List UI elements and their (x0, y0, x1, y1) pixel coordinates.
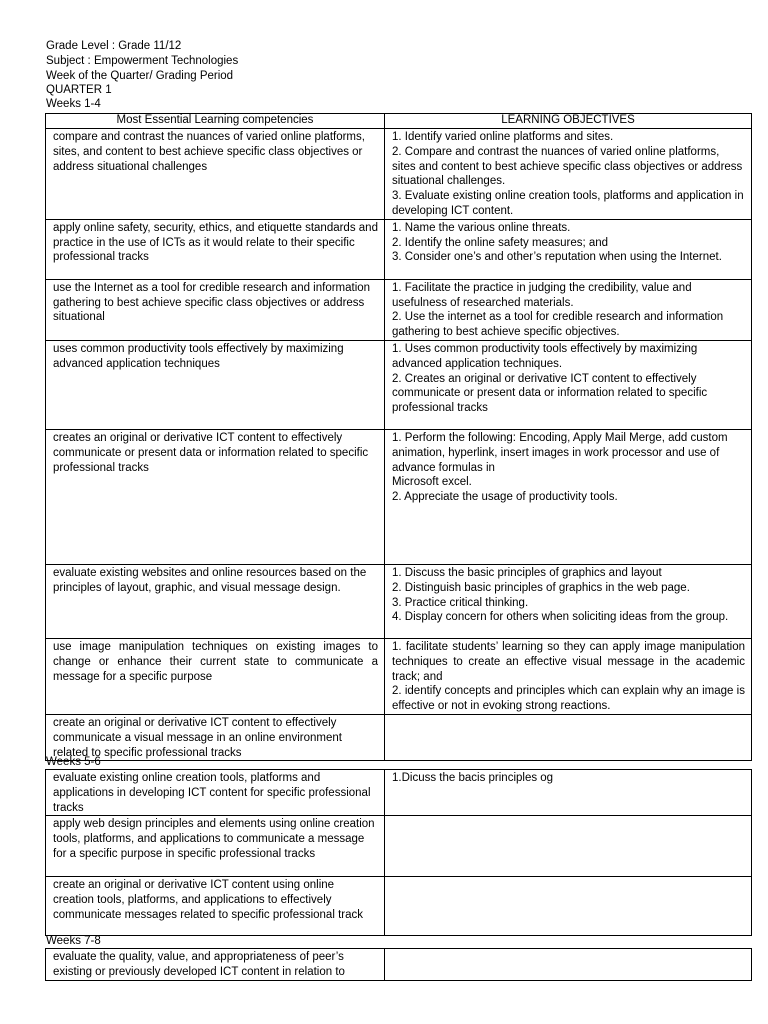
objectives-cell (385, 219, 752, 279)
objective-item: 1. facilitate students’ learning so they can apply image manipulation techniques to create an effective visual message in the academic track; and (392, 640, 745, 683)
quarter: QUARTER 1 (46, 84, 112, 97)
objective-item: 2. Appreciate the usage of productivity tools. (392, 491, 618, 504)
table-row (46, 279, 752, 340)
competency-cell: uses common productivity tools effectively by maximizing advanced application techniques (46, 340, 385, 429)
objective-item: 1. Name the various online threats. (392, 221, 571, 234)
objective-item: 2. Identify the online safety measures; and (392, 236, 609, 249)
objective-item: 2. Creates an original or derivative ICT content to effectively communicate or present data or information related to specific professional tracks (392, 372, 708, 415)
objective-item: Microsoft excel. (392, 476, 472, 489)
subject: Subject : Empowerment Technologies (46, 54, 239, 67)
objective-item: 3. Evaluate existing online creation tools, platforms and application in developing ICT content. (392, 190, 744, 217)
week-period: Week of the Quarter/ Grading Period (46, 69, 234, 82)
objectives-cell-empty (385, 877, 752, 936)
table-row (46, 877, 752, 936)
competency-cell: apply online safety, security, ethics, and etiquette standards and practice in the use of ICTs as it would relate to their specific professional tracks (46, 219, 385, 279)
table-row (46, 129, 752, 220)
competency-cell: creates an original or derivative ICT content to effectively communicate or present data or information related to specific professional tracks (46, 429, 385, 564)
table-row (46, 638, 752, 714)
competency-cell: use image manipulation techniques on existing images to change or enhance their current state to communicate a message for a specific purpose (46, 638, 385, 714)
competency-cell: apply web design principles and elements using online creation tools, platforms, and applications to communicate a message for a specific purpose in specific professional tracks (46, 816, 385, 877)
objective-item: 2. identify concepts and principles which can explain why an image is effective or not in evoking strong reactions. (392, 685, 745, 713)
table-row (46, 816, 752, 877)
section-label-weeks-1-4: Weeks 1-4 (46, 98, 101, 110)
objective-item: 1.Dicuss the bacis principles og (392, 772, 554, 784)
table-row (46, 564, 752, 638)
objectives-cell (385, 279, 752, 340)
table-row (46, 429, 752, 564)
column-header-competencies: Most Essential Learning competencies (46, 114, 385, 129)
table-row (46, 770, 752, 816)
table-row (46, 219, 752, 279)
objective-item: 1. Perform the following: Encoding, Apply Mail Merge, add custom animation, hyperlink, insert images in work processor and use of advance formulas in (392, 431, 728, 474)
objective-item: 1. Facilitate the practice in judging the credibility, value and usefulness of researched materials. (392, 281, 692, 309)
objectives-cell (385, 340, 752, 429)
competency-cell: create an original or derivative ICT content to effectively communicate a visual message in an online environment related to specific professional tracks (46, 714, 385, 760)
competency-table-weeks-7-8 (45, 948, 752, 981)
table-row (46, 714, 752, 760)
competency-table-weeks-5-6 (45, 769, 752, 936)
section-label-weeks-7-8: Weeks 7-8 (46, 935, 101, 947)
document-header (46, 39, 238, 98)
table-header-row (46, 114, 752, 129)
objective-item: 3. Consider one’s and other’s reputation when using the Internet. (392, 251, 722, 264)
objectives-cell (385, 429, 752, 564)
objectives-cell (385, 129, 752, 220)
section-label-weeks-5-6: Weeks 5-6 (46, 756, 101, 768)
objective-item: 2. Distinguish basic principles of graphics in the web page. (392, 581, 690, 594)
competency-cell: evaluate the quality, value, and appropriateness of peer’s existing or previously developed ICT content in relation to (46, 949, 385, 981)
competency-table-weeks-1-4 (45, 113, 752, 761)
table-row (46, 949, 752, 981)
objective-item: 1. Uses common productivity tools effectively by maximizing advanced application techniques. (392, 342, 698, 370)
objective-item: 1. Discuss the basic principles of graphics and layout (392, 566, 662, 579)
competency-cell: use the Internet as a tool for credible research and information gathering to best achieve specific class objectives or address situational (46, 279, 385, 340)
objectives-cell-empty (385, 714, 752, 760)
objective-item: 2. Compare and contrast the nuances of varied online platforms, sites and content to best achieve specific class objectives or address situational challenges. (392, 145, 743, 188)
objectives-cell (385, 638, 752, 714)
objectives-cell-empty (385, 816, 752, 877)
objectives-cell (385, 770, 752, 816)
column-header-objectives: LEARNING OBJECTIVES (385, 114, 752, 129)
objective-item: 4. Display concern for others when soliciting ideas from the group. (392, 611, 729, 624)
competency-cell: evaluate existing online creation tools, platforms and applications in developing ICT content for specific professional tracks (46, 770, 385, 816)
table-row (46, 340, 752, 429)
objectives-cell-empty (385, 949, 752, 981)
grade-level: Grade Level : Grade 11/12 (46, 40, 182, 52)
objective-item: 1. Identify varied online platforms and sites. (392, 131, 614, 143)
competency-cell: create an original or derivative ICT content using online creation tools, platforms, and applications to effectively communicate messages related to specific professional track (46, 877, 385, 936)
objective-item: 3. Practice critical thinking. (392, 596, 529, 609)
competency-cell: evaluate existing websites and online resources based on the principles of layout, graphic, and visual message design. (46, 564, 385, 638)
objectives-cell (385, 564, 752, 638)
competency-cell: compare and contrast the nuances of varied online platforms, sites, and content to best achieve specific class objectives or address situational challenges (46, 129, 385, 220)
objective-item: 2. Use the internet as a tool for credible research and information gathering to best achieve specific objectives. (392, 311, 724, 339)
